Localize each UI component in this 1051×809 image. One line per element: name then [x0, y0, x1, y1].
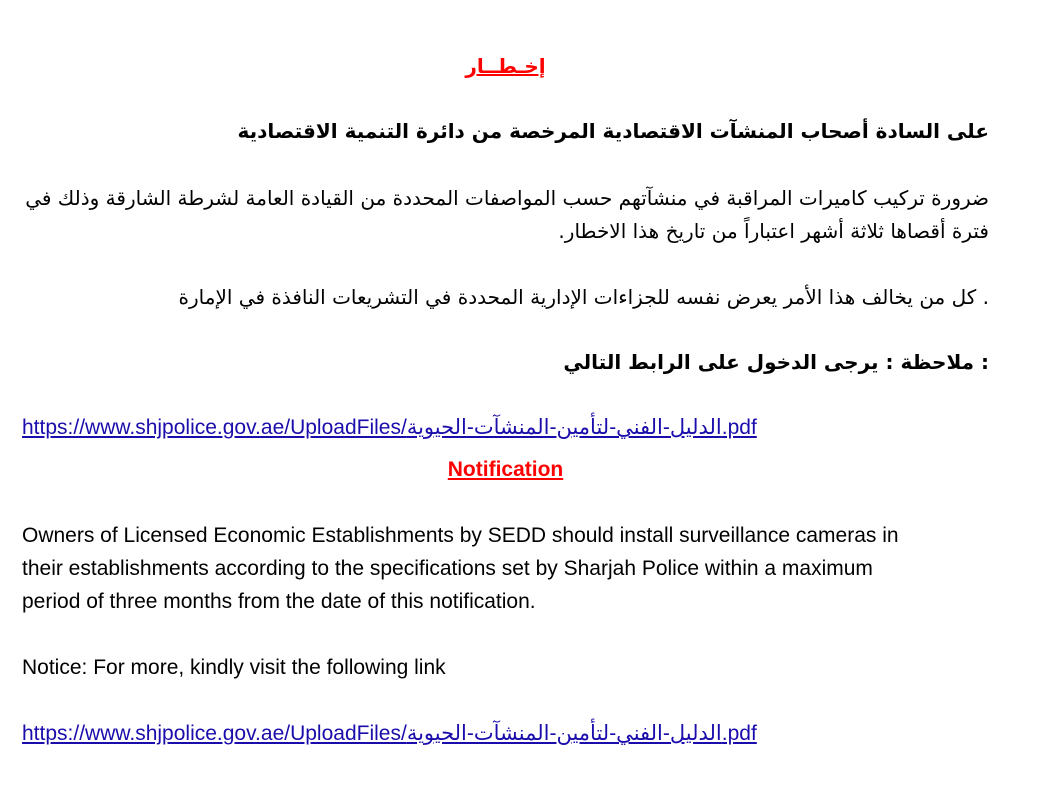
arabic-penalty-statement: . كل من يخالف هذا الأمر يعرض نفسه للجزاءات الإدارية المحددة في التشريعات النافذة في الإمارة [178, 285, 989, 309]
english-body-line-1: Owners of Licensed Economic Establishments by SEDD should install surveillance cameras in [22, 524, 899, 547]
arabic-addressee: على السادة أصحاب المنشآت الاقتصادية المرخصة من دائرة التنمية الاقتصادية [237, 119, 989, 143]
arabic-section-link[interactable]: https://www.shjpolice.gov.ae/UploadFiles/الدليل-الفني-لتأمين-المنشآت-الحيوية.pdf [22, 416, 757, 439]
english-title: Notification [447, 458, 564, 481]
english-body-line-3: period of three months from the date of this notification. [22, 590, 536, 613]
arabic-body-line-2: فترة أقصاها ثلاثة أشهر اعتباراً من تاريخ هذا الاخطار. [558, 219, 989, 243]
arabic-title: إخـطــار [465, 54, 546, 78]
english-body-line-2: their establishments according to the specifications set by Sharjah Police within a maximum [22, 557, 873, 580]
arabic-note: : ملاحظة : يرجى الدخول على الرابط التالي [563, 350, 989, 374]
english-section-link[interactable]: https://www.shjpolice.gov.ae/UploadFiles/الدليل-الفني-لتأمين-المنشآت-الحيوية.pdf [22, 722, 757, 745]
arabic-body-line-1: ضرورة تركيب كاميرات المراقبة في منشآتهم حسب المواصفات المحددة من القيادة العامة لشرطة الشارقة وذلك في [25, 186, 989, 210]
english-notice: Notice: For more, kindly visit the following link [22, 656, 446, 679]
